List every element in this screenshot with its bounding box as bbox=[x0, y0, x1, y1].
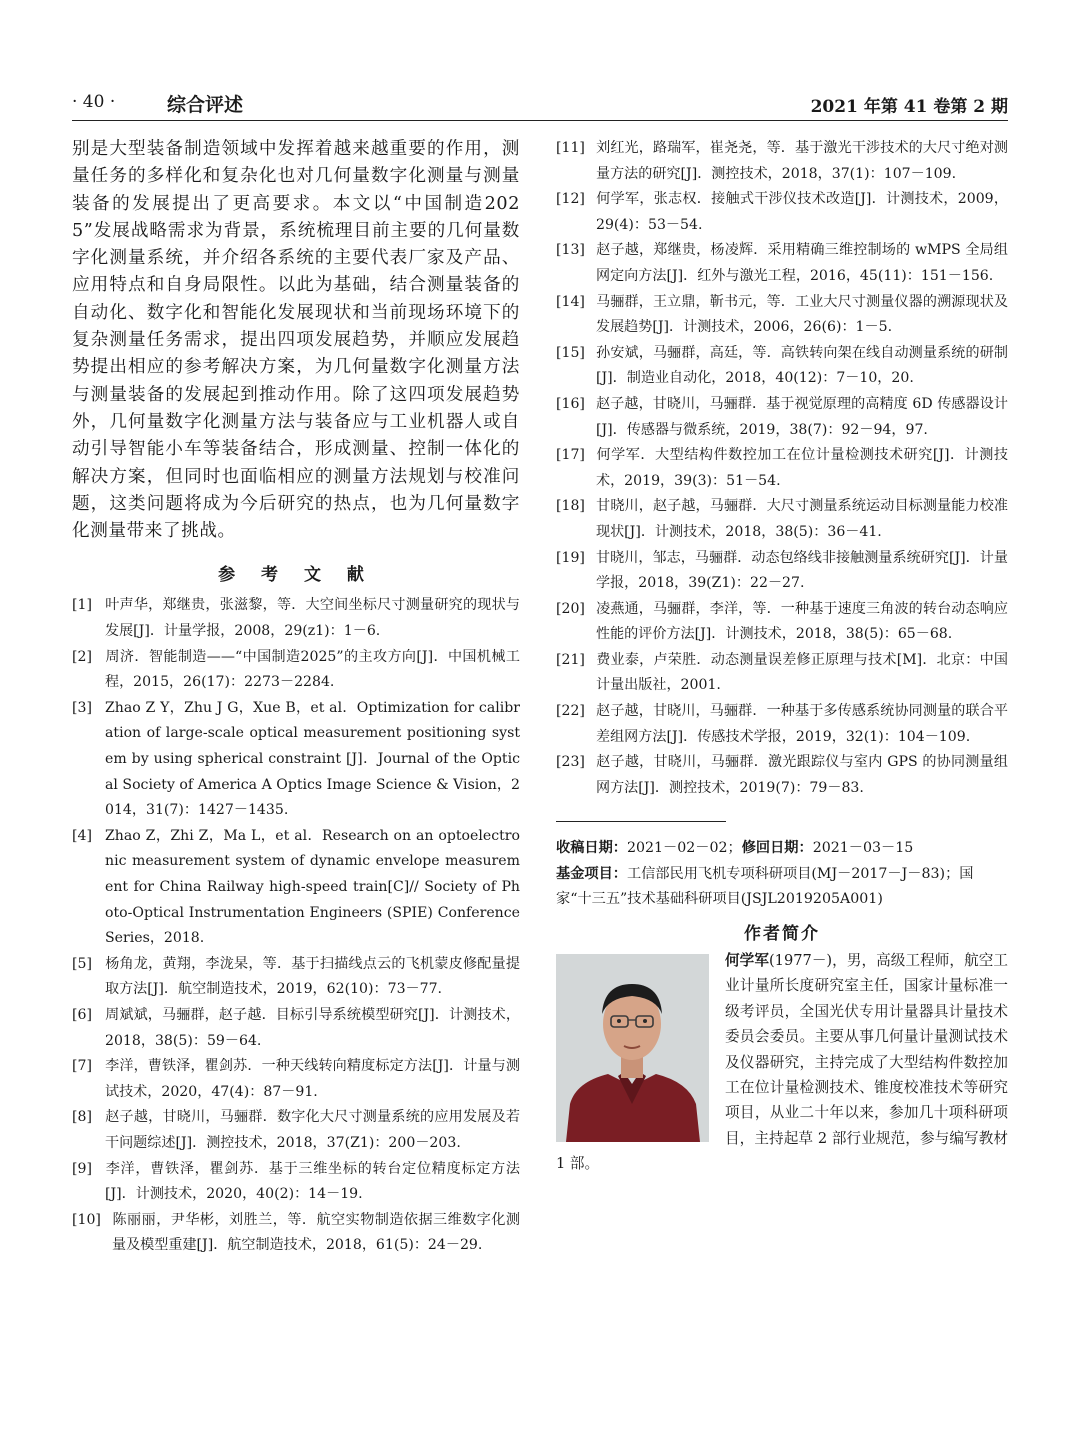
left-column bbox=[72, 136, 520, 1259]
reference-text: 孙安斌，马骊群，高廷，等．高铁转向架在线自动测量系统的研制[J]．制造业自动化，2018，40(12)：7－10，20. bbox=[596, 344, 1008, 387]
revised-date: 2021－03－15 bbox=[812, 840, 914, 857]
reference-item bbox=[556, 699, 1008, 750]
reference-number: [12] bbox=[556, 191, 585, 208]
author-bio-heading: 作者简介 bbox=[744, 923, 820, 944]
reference-item bbox=[72, 1105, 520, 1156]
reference-item bbox=[556, 238, 1008, 289]
reference-number: [2] bbox=[72, 648, 92, 665]
reference-number: [1] bbox=[72, 597, 92, 614]
reference-item bbox=[556, 136, 1008, 187]
reference-item bbox=[556, 750, 1008, 801]
reference-number: [7] bbox=[72, 1058, 92, 1075]
reference-list-left bbox=[72, 593, 520, 1258]
reference-item bbox=[72, 593, 520, 644]
author-name: 何学军 bbox=[725, 951, 769, 969]
reference-item bbox=[556, 392, 1008, 443]
reference-item bbox=[556, 290, 1008, 341]
running-header bbox=[72, 90, 1008, 121]
received-label: 收稿日期： bbox=[556, 840, 627, 857]
reference-text: 赵子越，甘晓川，马骊群．基于视觉原理的高精度 6D 传感器设计[J]．传感器与微系统，2019，38(7)：92－94，97. bbox=[596, 395, 1008, 438]
reference-number: [3] bbox=[72, 699, 92, 716]
reference-item bbox=[72, 1054, 520, 1105]
reference-text: 赵子越，郑继贵，杨凌辉．采用精确三维控制场的 wMPS 全局组网定向方法[J]．红外与激光工程，2016，45(11)：151－156. bbox=[596, 242, 1008, 284]
reference-item bbox=[72, 696, 520, 824]
reference-text: 叶声华，郑继贵，张滋黎，等．大空间坐标尺寸测量研究的现状与发展[J]．计量学报，2008，29(z1)：1－6. bbox=[105, 597, 520, 640]
author-description: (1977－)，男，高级工程师，航空工业计量所长度研究室主任，国家计量标准一级考评员，全国光伏专用计量器具计量技术委员会委员。主要从事几何量计量测试技术及仪器研究，主持完成了大型结构件数控加工在位计量检测技术、锥度校准技术等研究项目，从业二十年以来，参加几十项科研项目，主持起草 2 部行业规范，参与编写教材 1 部。 bbox=[556, 951, 1008, 1173]
reference-text: 凌燕通，马骊群，李洋，等．一种基于速度三角波的转台动态响应性能的评价方法[J]．计测技术，2018，38(5)：65－68. bbox=[596, 600, 1008, 643]
reference-number: [10] bbox=[72, 1211, 101, 1228]
reference-item bbox=[72, 952, 520, 1003]
reference-item bbox=[72, 1157, 520, 1208]
reference-text: 赵子越，甘晓川，马骊群．一种基于多传感系统协同测量的联合平差组网方法[J]．传感技术学报，2019，32(1)：104－109. bbox=[596, 703, 1008, 745]
dates-line bbox=[556, 836, 1008, 862]
right-column bbox=[556, 136, 1008, 1177]
reference-text: Zhao Z，Zhi Z，Ma L，et al．Research on an optoelectronic measurement system of dynamic envelope measurement for China Railway high-speed train[C]// Society of Photo-Optical Instrumentation Engineers (SPIE) Conference Series，2018. bbox=[105, 827, 520, 947]
reference-number: [13] bbox=[556, 242, 585, 259]
reference-number: [17] bbox=[556, 447, 585, 464]
received-date: 2021－02－02； bbox=[626, 840, 742, 857]
reference-text: 周济．智能制造——“中国制造2025”的主攻方向[J]．中国机械工程，2015，26(17)：2273－2284. bbox=[105, 648, 520, 691]
page-number: · 40 · bbox=[72, 92, 116, 112]
revised-label: 修回日期： bbox=[741, 840, 813, 857]
reference-item bbox=[556, 494, 1008, 545]
reference-text: 杨角龙，黄翔，李泷杲，等．基于扫描线点云的飞机蒙皮修配量提取方法[J]．航空制造技术，2019，62(10)：73－77. bbox=[105, 955, 520, 998]
reference-text: 马骊群，王立鼎，靳书元，等．工业大尺寸测量仪器的溯源现状及发展趋势[J]．计测技术，2006，26(6)：1－5. bbox=[596, 293, 1008, 336]
reference-number: [16] bbox=[556, 395, 585, 412]
reference-item bbox=[556, 443, 1008, 494]
reference-number: [6] bbox=[72, 1006, 92, 1023]
conclusion-paragraph: 别是大型装备制造领域中发挥着越来越重要的作用，测量任务的多样化和复杂化也对几何量数字化测量与测量装备的发展提出了更高要求。本文以“中国制造2025”发展战略需求为背景，系统梳理目前主要的几何量数字化测量系统，并介绍各系统的主要代表厂家及产品、应用特点和自身局限性。以此为基础，结合测量装备的自动化、数字化和智能化发展现状和当前现场环境下的复杂测量任务需求，提出四项发展趋势，并顺应发展趋势提出相应的参考解决方案，为几何量数字化测量方法与测量装备的发展起到推动作用。除了这四项发展趋势外，几何量数字化测量方法与装备应与工业机器人或自动引导智能小车等装备结合，形成测量、控制一体化的解决方案，但同时也面临相应的测量方法规划与校准问题，这类问题将成为今后研究的热点，也为几何量数字化测量带来了挑战。 bbox=[72, 139, 520, 542]
reference-number: [11] bbox=[556, 140, 585, 156]
reference-item bbox=[72, 1208, 520, 1259]
reference-number: [14] bbox=[556, 293, 585, 310]
reference-item bbox=[556, 597, 1008, 648]
reference-text: 甘晓川，邹志，马骊群．动态包络线非接触测量系统研究[J]．计量学报，2018，39(Z1)：22－27. bbox=[596, 549, 1008, 592]
author-bio bbox=[556, 948, 1008, 1177]
reference-number: [20] bbox=[556, 600, 585, 617]
reference-text: 李洋，曹铁泽，瞿剑苏．一种天线转向精度标定方法[J]．计量与测试技术，2020，47(4)：87－91. bbox=[105, 1058, 520, 1100]
reference-text: 何学军．大型结构件数控加工在位计量检测技术研究[J]．计测技术，2019，39(3)：51－54. bbox=[596, 447, 1008, 489]
reference-text: 周斌斌，马骊群，赵子越．目标引导系统模型研究[J]．计测技术，2018，38(5)：59－64. bbox=[105, 1006, 520, 1049]
reference-text: Zhao Z Y，Zhu J G，Xue B，et al．Optimization for calibration of large-scale optical measurement positioning system by using spherical constraint [J]．Journal of the Optical Society of America A Optics Image Science & Vision，2014，31(7)：1427－1435. bbox=[105, 699, 520, 819]
fund-label: 基金项目： bbox=[556, 865, 627, 882]
reference-item bbox=[72, 1003, 520, 1054]
reference-text: 费业泰，卢荣胜．动态测量误差修正原理与技术[M]．北京：中国计量出版社，2001. bbox=[596, 651, 1008, 694]
reference-item bbox=[556, 341, 1008, 392]
reference-text: 李洋，曹铁泽，瞿剑苏．基于三维坐标的转台定位精度标定方法[J]．计测技术，2020，40(2)：14－19. bbox=[105, 1160, 520, 1203]
reference-number: [9] bbox=[72, 1160, 92, 1177]
reference-number: [23] bbox=[556, 754, 585, 771]
reference-text: 甘晓川，赵子越，马骊群．大尺寸测量系统运动目标测量能力校准现状[J]．计测技术，2018，38(5)：36－41. bbox=[596, 498, 1008, 540]
footnote-divider bbox=[556, 821, 726, 822]
references-heading: 参 考 文 献 bbox=[218, 565, 374, 586]
reference-item bbox=[556, 648, 1008, 699]
reference-number: [4] bbox=[72, 827, 92, 844]
reference-number: [19] bbox=[556, 549, 585, 566]
reference-item bbox=[556, 187, 1008, 238]
reference-number: [15] bbox=[556, 344, 585, 361]
reference-number: [22] bbox=[556, 703, 585, 720]
reference-item bbox=[72, 824, 520, 952]
reference-item bbox=[72, 645, 520, 696]
reference-number: [5] bbox=[72, 955, 92, 972]
fund-text: 工信部民用飞机专项科研项目(MJ－2017－J－83)；国家“十三五”技术基础科研项目(JSJL2019205A001) bbox=[556, 865, 974, 908]
reference-item bbox=[556, 546, 1008, 597]
reference-list-right bbox=[556, 136, 1008, 801]
reference-text: 陈丽丽，尹华彬，刘胜兰，等．航空实物制造依据三维数字化测量及模型重建[J]．航空制造技术，2018，61(5)：24－29. bbox=[112, 1211, 520, 1254]
author-photo bbox=[556, 954, 709, 1142]
journal-issue: 2021 年第 41 卷第 2 期 bbox=[810, 97, 1008, 117]
reference-text: 赵子越，甘晓川，马骊群．数字化大尺寸测量系统的应用发展及若干问题综述[J]．测控技术，2018，37(Z1)：200－203. bbox=[105, 1109, 520, 1151]
section-title: 综合评述 bbox=[167, 94, 244, 116]
reference-text: 何学军，张志权．接触式干涉仪技术改造[J]．计测技术，2009，29(4)：53－54. bbox=[596, 191, 1008, 233]
reference-number: [18] bbox=[556, 498, 585, 515]
reference-number: [21] bbox=[556, 651, 585, 668]
reference-text: 刘红光，路瑞军，崔尧尧，等．基于激光干涉技术的大尺寸绝对测量方法的研究[J]．测控技术，2018，37(1)：107－109. bbox=[596, 140, 1008, 182]
reference-text: 赵子越，甘晓川，马骊群．激光跟踪仪与室内 GPS 的协同测量组网方法[J]．测控技术，2019(7)：79－83. bbox=[596, 754, 1008, 796]
reference-number: [8] bbox=[72, 1109, 92, 1126]
fund-line bbox=[556, 862, 1008, 913]
